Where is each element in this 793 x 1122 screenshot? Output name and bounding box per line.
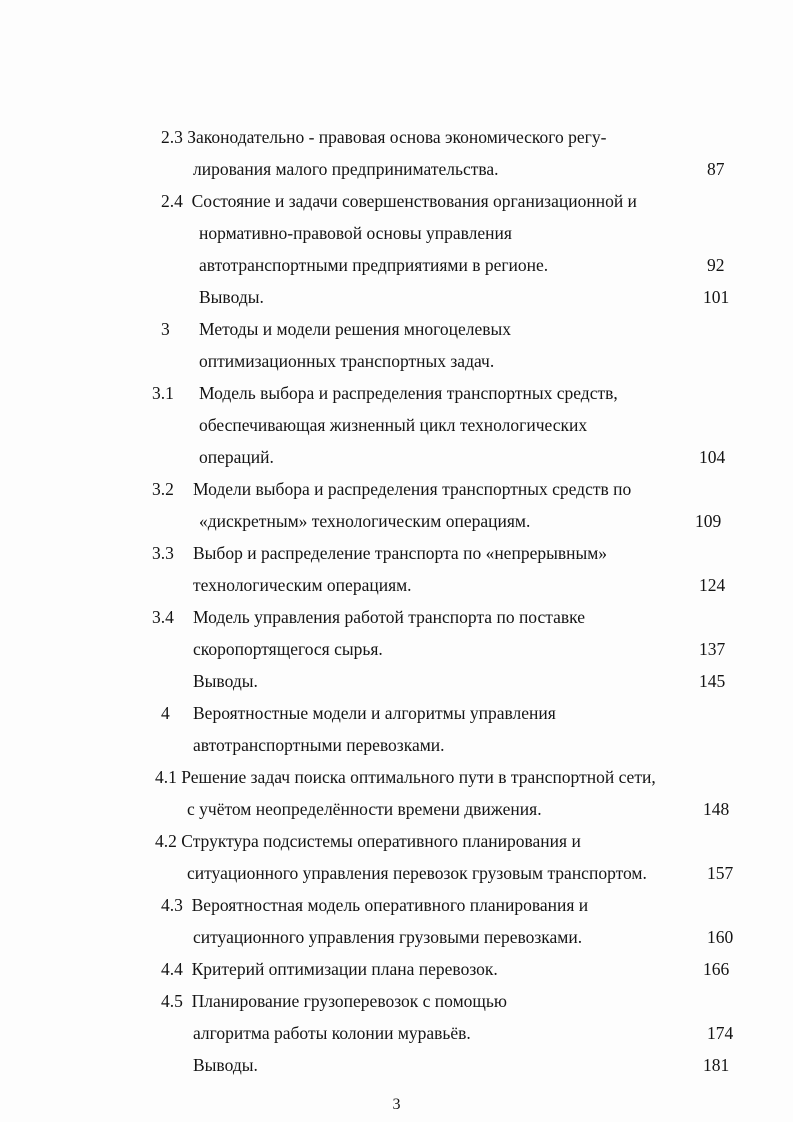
toc-entry-number: 3 (161, 319, 170, 339)
toc-line (152, 606, 174, 628)
page-number: 3 (392, 1096, 401, 1113)
toc-line (193, 606, 585, 628)
toc-line (193, 670, 258, 692)
toc-line (193, 1022, 471, 1044)
toc-entry-number: 4.1 (155, 767, 177, 787)
toc-entry-text: автотранспортными предприятиями в регионе. (199, 255, 549, 275)
toc-line (199, 382, 618, 404)
toc-line (161, 190, 637, 212)
toc-entry-text: Методы и модели решения многоцелевых (199, 319, 512, 339)
toc-line (193, 926, 582, 948)
toc-entry-number: 4.3 (161, 895, 183, 915)
toc-line (152, 542, 174, 564)
toc-page-number: 145 (699, 671, 726, 691)
toc-entry-number: 3.4 (152, 607, 174, 627)
toc-entry-text: Выводы. (193, 1055, 258, 1075)
toc-line (193, 1054, 258, 1076)
toc-line (187, 862, 647, 884)
toc-page-number: 148 (703, 799, 730, 819)
toc-entry-text: оптимизационных транспортных задач. (199, 351, 495, 371)
toc-line (193, 638, 383, 660)
toc-entry-text: лирования малого предпринимательства. (193, 159, 499, 179)
toc-line (155, 766, 656, 788)
toc-entry-text: Выводы. (199, 287, 264, 307)
toc-line (199, 510, 530, 532)
toc-page-number: 124 (699, 575, 726, 595)
toc-page-number: 157 (707, 863, 734, 883)
toc-entry-text: Планирование грузоперевозок с помощью (191, 991, 507, 1011)
toc-entry-text: технологическим операциям. (193, 575, 412, 595)
toc-entry-number: 4.4 (161, 959, 183, 979)
toc-entry-text: Решение задач поиска оптимального пути в транспортной сети, (181, 767, 656, 787)
toc-entry-text: Модель управления работой транспорта по поставке (193, 607, 585, 627)
toc-line (152, 382, 174, 404)
toc-line (161, 894, 588, 916)
toc-line (193, 158, 499, 180)
toc-entry-number: 3.3 (152, 543, 174, 563)
toc-entry-number: 4.2 (155, 831, 177, 851)
toc-entry-text: Вероятностная модель оперативного планирования и (191, 895, 589, 915)
toc-entry-text: Выводы. (193, 671, 258, 691)
toc-line (199, 350, 494, 372)
toc-entry-number: 3.2 (152, 479, 174, 499)
toc-line (199, 318, 511, 340)
toc-page-number: 92 (707, 255, 725, 275)
toc-entry-number: 2.4 (161, 191, 183, 211)
toc-line (199, 222, 512, 244)
toc-entry-text: Законодательно - правовая основа экономического регу- (187, 127, 607, 147)
toc-entry-text: операций. (199, 447, 274, 467)
toc-entry-text: Структура подсистемы оперативного планирования и (181, 831, 581, 851)
toc-page-number: 160 (707, 927, 734, 947)
toc-line (161, 126, 606, 148)
toc-entry-text: «дискретным» технологическим операциям. (199, 511, 531, 531)
toc-entry-text: ситуационного управления грузовыми перевозками. (193, 927, 583, 947)
toc-line (161, 318, 170, 340)
toc-page-number: 166 (703, 959, 730, 979)
toc-page-number: 109 (695, 511, 722, 531)
toc-line (193, 542, 607, 564)
toc-entry-number: 2.3 (161, 127, 183, 147)
toc-page-number: 101 (703, 287, 730, 307)
toc-entry-number: 3.1 (152, 383, 174, 403)
toc-entry-text: Выбор и распределение транспорта по «непрерывным» (193, 543, 608, 563)
toc-entry-text: Модели выбора и распределения транспортных средств по (193, 479, 632, 499)
toc-page-number: 174 (707, 1023, 734, 1043)
toc-line (199, 414, 587, 436)
toc-line (152, 478, 174, 500)
toc-line (155, 830, 581, 852)
toc-line (193, 734, 445, 756)
toc-line (193, 574, 412, 596)
toc-entry-text: нормативно-правовой основы управления (199, 223, 512, 243)
toc-entry-text: скоропортящегося сырья. (193, 639, 383, 659)
toc-entry-text: Состояние и задачи совершенствования организационной и (191, 191, 637, 211)
toc-line (187, 798, 542, 820)
toc-line (193, 478, 631, 500)
toc-page-number: 181 (703, 1055, 730, 1075)
toc-page-number: 137 (699, 639, 726, 659)
toc-entry-text: обеспечивающая жизненный цикл технологических (199, 415, 588, 435)
toc-page-number: 87 (707, 159, 725, 179)
toc-line (193, 702, 556, 724)
toc-line (199, 286, 264, 308)
toc-entry-text: Критерий оптимизации плана перевозок. (191, 959, 498, 979)
toc-page-number: 104 (699, 447, 726, 467)
toc-entry-text: автотранспортными перевозками. (193, 735, 445, 755)
toc-line (199, 254, 548, 276)
toc-line (161, 958, 498, 980)
toc-line (199, 446, 274, 468)
toc-entry-text: с учётом неопределённости времени движения. (187, 799, 542, 819)
toc-entry-text: ситуационного управления перевозок грузовым транспортом. (187, 863, 647, 883)
toc-entry-text: Вероятностные модели и алгоритмы управления (193, 703, 556, 723)
toc-entry-number: 4.5 (161, 991, 183, 1011)
toc-entry-text: алгоритма работы колонии муравьёв. (193, 1023, 471, 1043)
toc-line (161, 990, 507, 1012)
toc-entry-text: Модель выбора и распределения транспортных средств, (199, 383, 618, 403)
toc-entry-number: 4 (161, 703, 170, 723)
toc-line (161, 702, 170, 724)
